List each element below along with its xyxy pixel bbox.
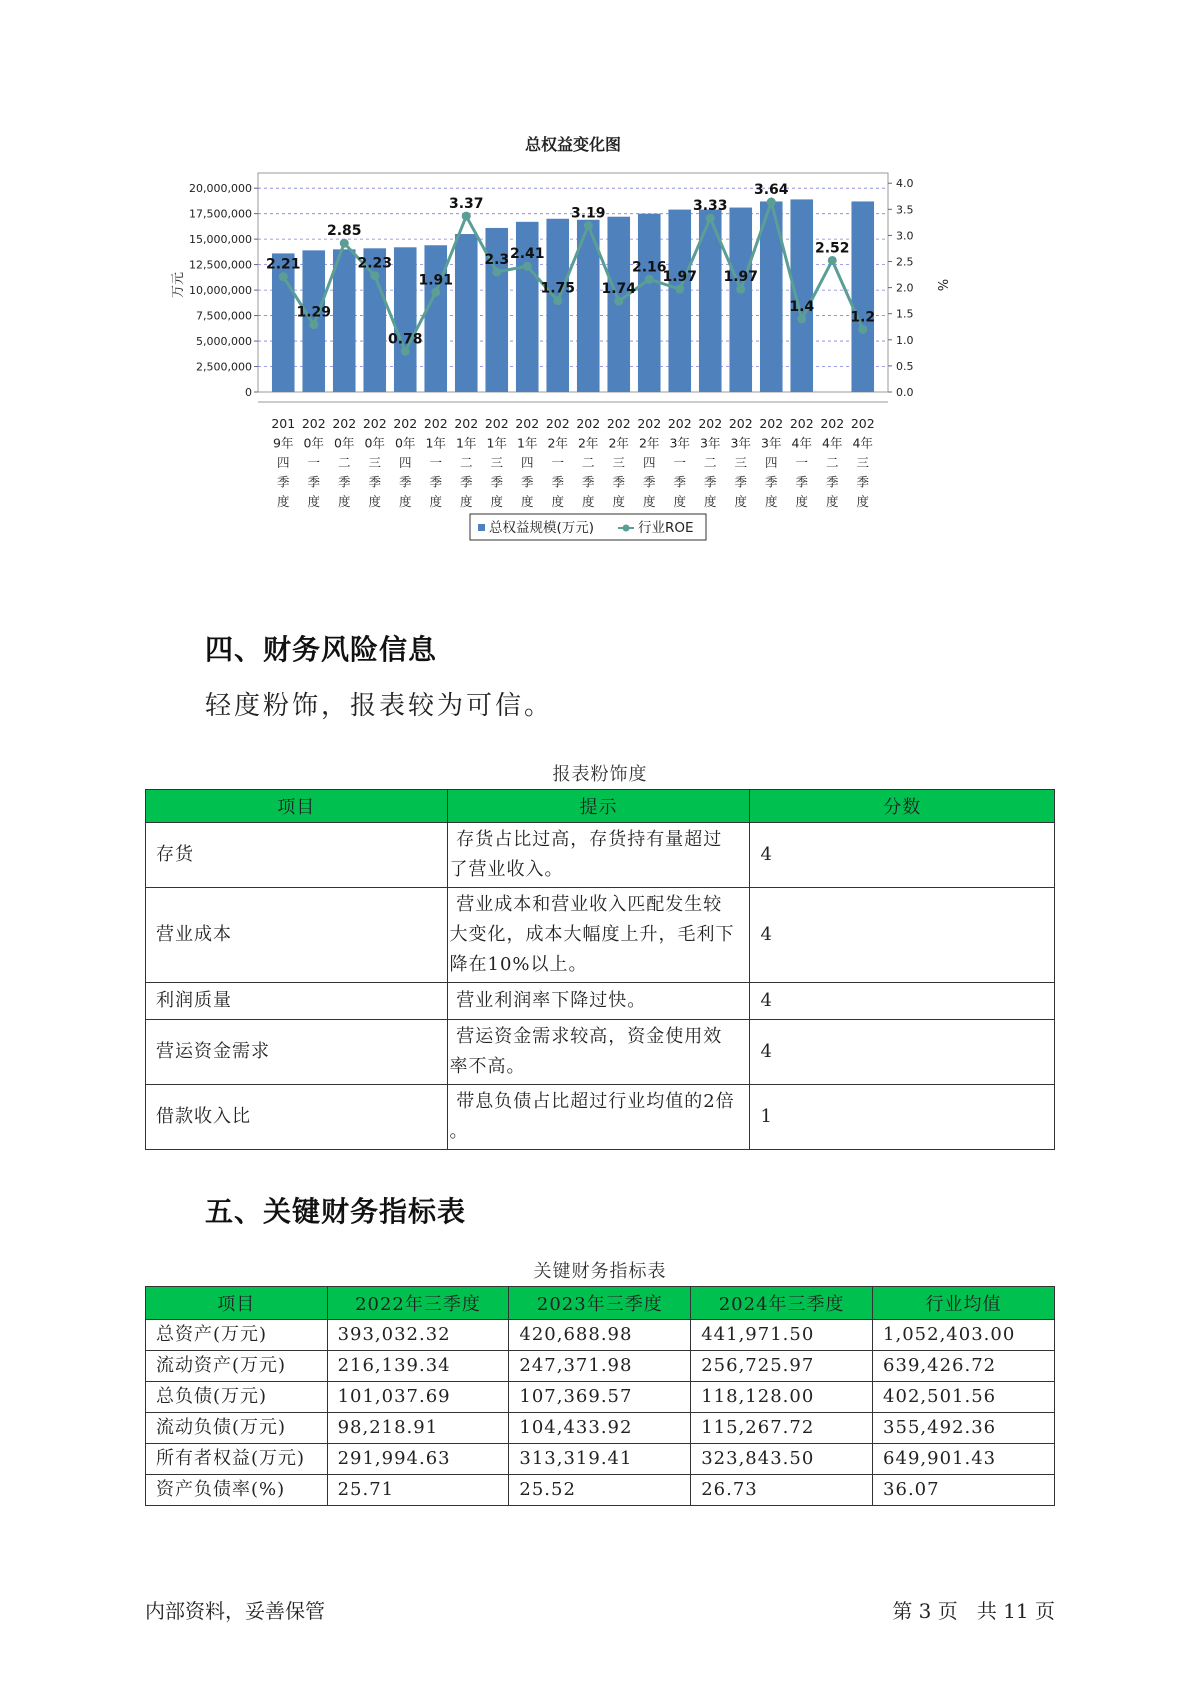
risk-hint-line: 营业利润率下降过快。 <box>449 990 647 1011</box>
equity-bar <box>790 199 813 392</box>
x-tick-label: 季 <box>856 474 870 490</box>
x-tick-label: 度 <box>795 494 809 509</box>
metrics-value: 441,971.50 <box>691 1320 873 1351</box>
risk-hint-line: 了营业收入。 <box>449 859 564 880</box>
metrics-table-row <box>146 1444 1055 1475</box>
right-tick-label: 1.0 <box>896 333 914 347</box>
x-tick-label: 度 <box>612 494 626 509</box>
metrics-item: 资产负债率(%) <box>146 1475 328 1506</box>
x-tick-label: 3年 <box>700 435 721 451</box>
x-tick-label: 202 <box>698 416 723 431</box>
risk-table-row <box>146 983 1055 1020</box>
risk-score: 4 <box>750 1020 1055 1085</box>
metrics-value: 355,492.36 <box>873 1413 1055 1444</box>
x-tick-label: 202 <box>393 416 418 431</box>
roe-data-label: 3.37 <box>448 196 484 213</box>
risk-hint-line: 存货占比过高，存货持有量超过 <box>449 829 723 850</box>
roe-data-label: 0.78 <box>387 331 423 348</box>
x-tick-label: 季 <box>490 474 504 490</box>
left-tick-label: 15,000,000 <box>189 233 252 247</box>
x-tick-label: 四 <box>398 455 412 470</box>
x-tick-label: 202 <box>667 416 692 431</box>
x-tick-label: 度 <box>337 494 351 509</box>
roe-data-label: 2.16 <box>631 259 667 276</box>
risk-hint-line: 营运资金需求较高，资金使用效 <box>449 1026 723 1047</box>
x-tick-label: 202 <box>576 416 601 431</box>
metrics-value: 26.73 <box>691 1475 873 1506</box>
metrics-table-header <box>146 1287 1055 1320</box>
roe-point <box>370 271 379 280</box>
x-tick-label: 3年 <box>669 435 690 451</box>
x-tick-label: 度 <box>764 494 778 509</box>
metrics-table <box>145 1286 1055 1506</box>
risk-header-score: 分数 <box>750 790 1055 823</box>
x-tick-label: 202 <box>515 416 540 431</box>
right-tick-label: 3.0 <box>896 229 914 243</box>
equity-chart <box>150 130 1050 600</box>
x-tick-label: 季 <box>398 474 412 490</box>
metrics-value: 25.71 <box>327 1475 509 1506</box>
roe-point <box>675 285 684 294</box>
x-tick-label: 2年 <box>639 435 660 451</box>
risk-hint-line: 大变化，成本大幅度上升，毛利下 <box>449 924 735 945</box>
legend-bar-label: 总权益规模(万元) <box>489 520 595 536</box>
x-tick-label: 3年 <box>730 435 751 451</box>
x-tick-label: 9年 <box>273 435 294 451</box>
metrics-value: 1,052,403.00 <box>873 1320 1055 1351</box>
right-tick-label: 2.5 <box>896 255 914 269</box>
x-tick-label: 季 <box>307 474 321 490</box>
metrics-header-item: 项目 <box>146 1287 328 1320</box>
x-tick-label: 202 <box>423 416 448 431</box>
x-tick-label: 度 <box>307 494 321 509</box>
x-tick-label: 度 <box>459 494 473 509</box>
roe-point <box>614 297 623 306</box>
roe-point <box>523 262 532 271</box>
right-tick-label: 2.0 <box>896 281 914 295</box>
left-tick-label: 20,000,000 <box>189 182 252 196</box>
right-tick-label: 0.0 <box>896 386 914 399</box>
x-tick-label: 1年 <box>517 435 538 451</box>
legend-bar-swatch <box>478 524 485 531</box>
x-tick-label: 一 <box>551 455 565 470</box>
x-tick-label: 季 <box>612 474 626 490</box>
section5-heading: 五、关键财务指标表 <box>205 1195 467 1228</box>
risk-hint-line: 。 <box>449 1121 469 1142</box>
equity-bar <box>546 219 569 392</box>
x-tick-label: 202 <box>332 416 357 431</box>
risk-header-item: 项目 <box>146 790 448 823</box>
x-tick-label: 一 <box>307 455 321 470</box>
equity-bar <box>394 247 417 392</box>
roe-data-label: 1.29 <box>296 304 332 321</box>
x-tick-label: 四 <box>764 455 778 470</box>
risk-hint <box>447 823 750 888</box>
roe-data-label: 2.85 <box>326 223 362 240</box>
equity-bar <box>333 249 356 392</box>
x-tick-label: 季 <box>703 474 717 490</box>
roe-data-label: 1.2 <box>850 309 876 326</box>
x-tick-label: 四 <box>642 455 656 470</box>
x-tick-label: 4年 <box>852 435 873 451</box>
x-tick-label: 0年 <box>303 435 324 451</box>
x-tick-label: 季 <box>276 474 290 490</box>
x-tick-label: 202 <box>545 416 570 431</box>
metrics-header-2022q3: 2022年三季度 <box>327 1287 509 1320</box>
metrics-header-industry-avg: 行业均值 <box>873 1287 1055 1320</box>
roe-point <box>858 325 867 334</box>
x-tick-label: 四 <box>520 455 534 470</box>
left-tick-label: 5,000,000 <box>196 335 252 349</box>
risk-table-caption: 报表粉饰度 <box>552 764 648 785</box>
metrics-value: 649,901.43 <box>873 1444 1055 1475</box>
risk-hint <box>447 983 750 1020</box>
risk-score: 4 <box>750 888 1055 983</box>
right-axis-title: % <box>934 278 949 292</box>
section4-heading: 四、财务风险信息 <box>205 633 438 666</box>
metrics-value: 313,319.41 <box>509 1444 691 1475</box>
x-tick-label: 季 <box>429 474 443 490</box>
x-tick-label: 1年 <box>425 435 446 451</box>
x-tick-label: 季 <box>459 474 473 490</box>
right-tick-label: 4.0 <box>896 177 914 191</box>
left-tick-label: 12,500,000 <box>189 258 252 272</box>
x-tick-label: 4年 <box>791 435 812 451</box>
risk-item: 营业成本 <box>146 888 448 983</box>
metrics-value: 393,032.32 <box>327 1320 509 1351</box>
roe-point <box>401 347 410 356</box>
x-tick-label: 202 <box>820 416 845 431</box>
x-tick-label: 二 <box>581 455 595 470</box>
x-tick-label: 度 <box>703 494 717 509</box>
equity-bar <box>668 210 691 392</box>
risk-table <box>145 789 1055 1150</box>
risk-header-hint: 提示 <box>447 790 750 823</box>
roe-point <box>645 275 654 284</box>
risk-score: 4 <box>750 823 1055 888</box>
legend-line-marker <box>623 525 630 532</box>
x-tick-label: 度 <box>398 494 412 509</box>
x-tick-label: 度 <box>856 494 870 509</box>
x-tick-label: 三 <box>734 455 748 470</box>
x-tick-label: 度 <box>520 494 534 509</box>
risk-hint-line: 营业成本和营业收入匹配发生较 <box>449 894 723 915</box>
roe-point <box>736 285 745 294</box>
chart-title: 总权益变化图 <box>524 135 622 154</box>
metrics-value: 420,688.98 <box>509 1320 691 1351</box>
roe-point <box>584 221 593 230</box>
metrics-table-row <box>146 1475 1055 1506</box>
equity-bar <box>638 214 661 392</box>
roe-point <box>828 256 837 265</box>
x-tick-label: 度 <box>642 494 656 509</box>
equity-bar <box>455 234 478 392</box>
metrics-value: 256,725.97 <box>691 1351 873 1382</box>
roe-data-label: 1.97 <box>723 269 759 286</box>
x-tick-label: 度 <box>551 494 565 509</box>
x-tick-label: 一 <box>429 455 443 470</box>
risk-table-row <box>146 1085 1055 1150</box>
roe-data-label: 1.4 <box>789 298 815 315</box>
left-tick-label: 7,500,000 <box>196 309 252 323</box>
x-tick-label: 202 <box>789 416 814 431</box>
metrics-value: 639,426.72 <box>873 1351 1055 1382</box>
roe-data-label: 1.91 <box>418 272 454 289</box>
metrics-header-2023q3: 2023年三季度 <box>509 1287 691 1320</box>
x-tick-label: 季 <box>764 474 778 490</box>
risk-hint <box>447 888 750 983</box>
metrics-item: 所有者权益(万元) <box>146 1444 328 1475</box>
metrics-value: 216,139.34 <box>327 1351 509 1382</box>
metrics-value: 36.07 <box>873 1475 1055 1506</box>
x-tick-label: 季 <box>551 474 565 490</box>
roe-data-label: 1.97 <box>662 269 698 286</box>
metrics-table-row <box>146 1413 1055 1444</box>
roe-data-label: 2.23 <box>357 255 393 272</box>
x-tick-label: 202 <box>301 416 326 431</box>
x-tick-label: 3年 <box>761 435 782 451</box>
legend-line-label: 行业ROE <box>638 520 694 536</box>
x-tick-label: 202 <box>454 416 479 431</box>
metrics-table-row <box>146 1382 1055 1413</box>
risk-hint-line: 降在10%以上。 <box>449 954 588 975</box>
x-tick-label: 二 <box>825 455 839 470</box>
x-tick-label: 度 <box>734 494 748 509</box>
risk-hint-line: 率不高。 <box>449 1056 526 1077</box>
risk-table-row <box>146 1020 1055 1085</box>
x-tick-label: 度 <box>581 494 595 509</box>
x-tick-label: 度 <box>490 494 504 509</box>
x-tick-label: 季 <box>642 474 656 490</box>
roe-point <box>492 267 501 276</box>
x-tick-label: 季 <box>520 474 534 490</box>
metrics-value: 118,128.00 <box>691 1382 873 1413</box>
metrics-table-row <box>146 1351 1055 1382</box>
roe-point <box>462 212 471 221</box>
x-tick-label: 1年 <box>486 435 507 451</box>
roe-point <box>706 214 715 223</box>
section4-summary: 轻度粉饰，报表较为可信。 <box>205 691 554 721</box>
roe-point <box>340 239 349 248</box>
x-tick-label: 三 <box>368 455 382 470</box>
risk-table-row <box>146 823 1055 888</box>
metrics-item: 总负债(万元) <box>146 1382 328 1413</box>
risk-table-header <box>146 790 1055 823</box>
x-tick-label: 202 <box>759 416 784 431</box>
x-tick-label: 201 <box>271 416 296 431</box>
x-tick-label: 202 <box>362 416 387 431</box>
risk-hint <box>447 1020 750 1085</box>
metrics-value: 115,267.72 <box>691 1413 873 1444</box>
roe-data-label: 2.41 <box>509 246 545 263</box>
risk-hint-line: 带息负债占比超过行业均值的2倍 <box>449 1091 735 1112</box>
risk-hint <box>447 1085 750 1150</box>
metrics-header-2024q3: 2024年三季度 <box>691 1287 873 1320</box>
metrics-item: 流动负债(万元) <box>146 1413 328 1444</box>
x-tick-label: 季 <box>734 474 748 490</box>
risk-item: 利润质量 <box>146 983 448 1020</box>
roe-data-label: 1.74 <box>601 281 637 298</box>
x-tick-label: 0年 <box>395 435 416 451</box>
left-tick-label: 2,500,000 <box>196 360 252 374</box>
x-tick-label: 度 <box>673 494 687 509</box>
risk-item: 营运资金需求 <box>146 1020 448 1085</box>
x-tick-label: 2年 <box>578 435 599 451</box>
risk-item: 存货 <box>146 823 448 888</box>
x-tick-label: 2年 <box>608 435 629 451</box>
x-tick-label: 一 <box>673 455 687 470</box>
metrics-value: 104,433.92 <box>509 1413 691 1444</box>
metrics-item: 总资产(万元) <box>146 1320 328 1351</box>
x-tick-label: 二 <box>337 455 351 470</box>
metrics-value: 98,218.91 <box>327 1413 509 1444</box>
metrics-table-caption: 关键财务指标表 <box>533 1261 667 1282</box>
x-tick-label: 202 <box>484 416 509 431</box>
risk-score: 4 <box>750 983 1055 1020</box>
x-tick-label: 202 <box>606 416 631 431</box>
footer-page-number: 第 3 页 共 11 页 <box>892 1599 1055 1623</box>
risk-item: 借款收入比 <box>146 1085 448 1150</box>
x-tick-label: 季 <box>673 474 687 490</box>
x-tick-label: 三 <box>856 455 870 470</box>
footer-confidential: 内部资料，妥善保管 <box>145 1599 325 1623</box>
equity-bar <box>424 245 447 392</box>
x-tick-label: 202 <box>637 416 662 431</box>
x-tick-label: 季 <box>825 474 839 490</box>
x-tick-label: 季 <box>795 474 809 490</box>
roe-point <box>431 288 440 297</box>
roe-point <box>797 314 806 323</box>
roe-data-label: 1.75 <box>540 280 576 297</box>
metrics-value: 101,037.69 <box>327 1382 509 1413</box>
x-tick-label: 四 <box>276 455 290 470</box>
metrics-value: 402,501.56 <box>873 1382 1055 1413</box>
equity-bar <box>729 208 752 392</box>
left-tick-label: 10,000,000 <box>189 284 252 298</box>
risk-score: 1 <box>750 1085 1055 1150</box>
roe-point <box>553 296 562 305</box>
x-tick-label: 2年 <box>547 435 568 451</box>
metrics-value: 247,371.98 <box>509 1351 691 1382</box>
roe-point <box>279 272 288 281</box>
left-axis-title: 万元 <box>171 271 186 299</box>
metrics-table-row <box>146 1320 1055 1351</box>
x-tick-label: 度 <box>368 494 382 509</box>
x-tick-label: 三 <box>490 455 504 470</box>
x-tick-label: 度 <box>276 494 290 509</box>
roe-data-label: 3.33 <box>692 198 728 215</box>
equity-bar <box>851 201 874 392</box>
x-tick-label: 度 <box>429 494 443 509</box>
roe-data-label: 2.21 <box>265 256 301 273</box>
right-tick-label: 3.5 <box>896 203 914 217</box>
roe-data-label: 2.52 <box>814 240 850 257</box>
risk-table-row <box>146 888 1055 983</box>
x-tick-label: 度 <box>825 494 839 509</box>
x-tick-label: 一 <box>795 455 809 470</box>
roe-point <box>309 320 318 329</box>
x-tick-label: 季 <box>337 474 351 490</box>
metrics-value: 25.52 <box>509 1475 691 1506</box>
x-tick-label: 三 <box>612 455 626 470</box>
x-tick-label: 1年 <box>456 435 477 451</box>
right-tick-label: 1.5 <box>896 307 914 321</box>
metrics-item: 流动资产(万元) <box>146 1351 328 1382</box>
x-tick-label: 202 <box>728 416 753 431</box>
metrics-value: 291,994.63 <box>327 1444 509 1475</box>
roe-data-label: 2.3 <box>484 251 510 268</box>
left-tick-label: 0 <box>245 386 252 399</box>
roe-data-label: 3.19 <box>570 205 606 222</box>
metrics-value: 323,843.50 <box>691 1444 873 1475</box>
x-tick-label: 4年 <box>822 435 843 451</box>
x-tick-label: 0年 <box>364 435 385 451</box>
x-tick-label: 202 <box>850 416 875 431</box>
roe-data-label: 3.64 <box>753 182 789 199</box>
x-tick-label: 二 <box>703 455 717 470</box>
left-tick-label: 17,500,000 <box>189 207 252 221</box>
x-tick-label: 季 <box>581 474 595 490</box>
metrics-value: 107,369.57 <box>509 1382 691 1413</box>
roe-point <box>767 198 776 207</box>
x-tick-label: 二 <box>459 455 473 470</box>
x-tick-label: 0年 <box>334 435 355 451</box>
x-tick-label: 季 <box>368 474 382 490</box>
right-tick-label: 0.5 <box>896 359 914 373</box>
